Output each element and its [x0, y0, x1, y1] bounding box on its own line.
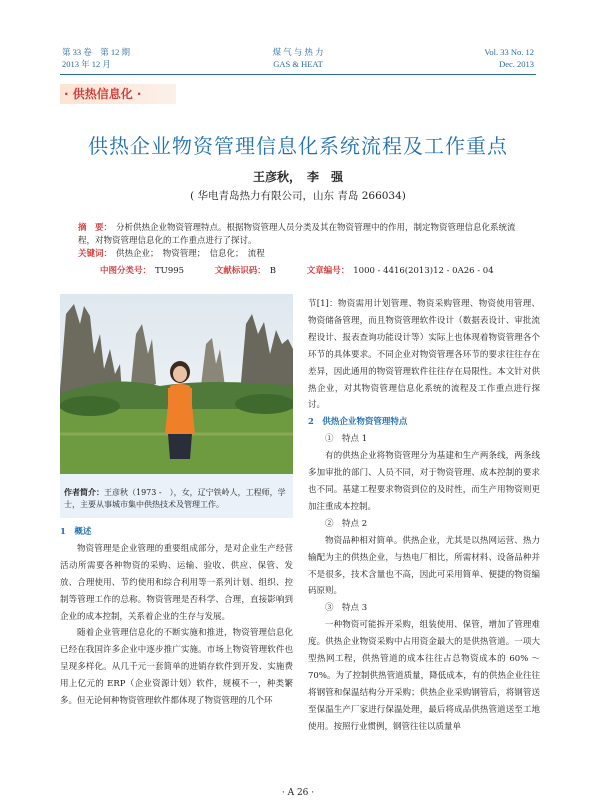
- paragraph: 物资管理是企业管理的重要组成部分，是对企业生产经营活动所需要各种物资的采购、运输、验收、供应、保管、发放、合理使用、节约使用和综合利用等一系列计划、组织、控制等管理工作的总称。物资管理是否科学、合理，直接影响到企业的成本控制，关系着企业的生存与发展。: [60, 543, 293, 622]
- journal-name-en: GAS & HEAT: [273, 59, 323, 69]
- keywords-label: 关键词：: [78, 249, 113, 259]
- doc-code-value: B: [269, 266, 277, 276]
- abstract: [78, 222, 518, 248]
- author-affiliation: ( 华电青岛热力有限公司，山东 青岛 266034): [190, 190, 406, 202]
- journal-name-cn: 煤 气 与 热 力: [272, 47, 324, 57]
- article-number-value: 1000 - 4416(2013)12 - 0A26 - 04: [353, 266, 494, 276]
- left-column: [60, 524, 293, 710]
- page-number: · A 26 ·: [281, 788, 315, 798]
- abstract-block: [78, 222, 518, 261]
- header-rule: [60, 74, 536, 75]
- clc-value: TU995: [155, 266, 185, 276]
- paragraph: 一种物资可能拆开采购，组装使用、保管，增加了管理难度。供热企业物资采购中占用资金最大的是供热管道。一项大型热网工程，供热管道的成本往往占总物资成本的 60% ～70%。为了控制供热管道质量，降低成本，有的供热企业往往将钢管和保温结构分开采购；供热企业采购钢管后，将钢管送至保温生产厂家进行保温处理，最后将成品供热管道送至工地使用。按照行业惯例，钢管往往以质量单: [308, 620, 540, 732]
- right-column: [308, 296, 540, 736]
- paragraph: 节[1]：物资需用计划管理、物资采购管理、物资使用管理、物资储备管理，而且物资管理软件设计（数据表设计、审批流程设计、报表查询功能设计等）实际上也体现着物资管理各个环节的具体要求。不同企业对物资管理各环节的要求往往存在差异，因此通用的物资管理软件往往存在局限性。本文针对供热企业，对其物资管理信息化系统的流程及工作重点进行探讨。: [308, 299, 540, 411]
- section-tag: · 供热信息化 ·: [60, 84, 176, 104]
- issue-date-en: Dec. 2013: [499, 59, 534, 69]
- feature-heading-2: ② 特点 2: [325, 518, 368, 529]
- volume-issue-en: Vol. 33 No. 12: [484, 47, 534, 57]
- keywords-text: 供热企业； 物资管理； 信息化； 流程: [116, 249, 265, 259]
- clc-label: 中图分类号：: [100, 266, 152, 276]
- classification-line: [100, 264, 522, 276]
- paragraph: 物资品种相对简单。供热企业，尤其是以热网运营、热力输配为主的供热企业，与热电厂相比，所需材料、设备品种并不是很多，技术含量也不高，因此可采用简单、便捷的物资编码原则。: [308, 535, 540, 597]
- article-title: 供热企业物资管理信息化系统流程及工作重点: [88, 134, 508, 158]
- section-heading-2: 2 供热企业物资管理特点: [308, 417, 408, 428]
- keywords: [78, 248, 518, 261]
- feature-heading-1: ① 特点 1: [325, 434, 368, 445]
- author-bio: [60, 474, 293, 518]
- article-number-label: 文章编号：: [306, 266, 350, 276]
- paragraph: 随着企业管理信息化的不断实施和推进，物资管理信息化已经在我国许多企业中逐步推广实施。市场上物资管理软件也呈现多样化。从几千元一套简单的进销存软件到开发、实施费用上亿元的 ERP（企业资源计划）软件，规模不一，种类繁多。但无论何种物资管理软件都体现了物资管理的几个环: [60, 628, 293, 707]
- doc-code-label: 文献标识码：: [214, 266, 266, 276]
- volume-issue: 第 33 卷 第 12 期: [62, 47, 131, 57]
- abstract-label: 摘 要：: [78, 223, 113, 233]
- author-photo: [60, 294, 293, 474]
- section-heading-1: 1 概述: [60, 527, 92, 537]
- journal-volume-info-en: [484, 46, 534, 70]
- paragraph: 有的供热企业将物资管理分为基建和生产两条线，两条线多加审批的部门、人员不同，对于物资管理、成本控制的要求也不同。基建工程要求物资到位的及时性，而生产用物资则更加注重成本控制。: [308, 451, 540, 512]
- feature-heading-3: ③ 特点 3: [325, 603, 368, 614]
- bio-label: 作者简介：: [64, 487, 104, 497]
- issue-date: 2013 年 12 月: [62, 59, 111, 69]
- bio-text: 王彦秋（1973 - ），女，辽宁铁岭人，工程师，学士，主要从事城市集中供热技术及管理工作。: [64, 488, 286, 509]
- abstract-text: 分析供热企业物资管理特点。根据物资管理人员分类及其在物资管理中的作用，制定物资管理信息化系统流程，对物资管理信息化的工作重点进行了探讨。: [78, 223, 516, 246]
- article-authors: 王彦秋， 李 强: [252, 170, 343, 184]
